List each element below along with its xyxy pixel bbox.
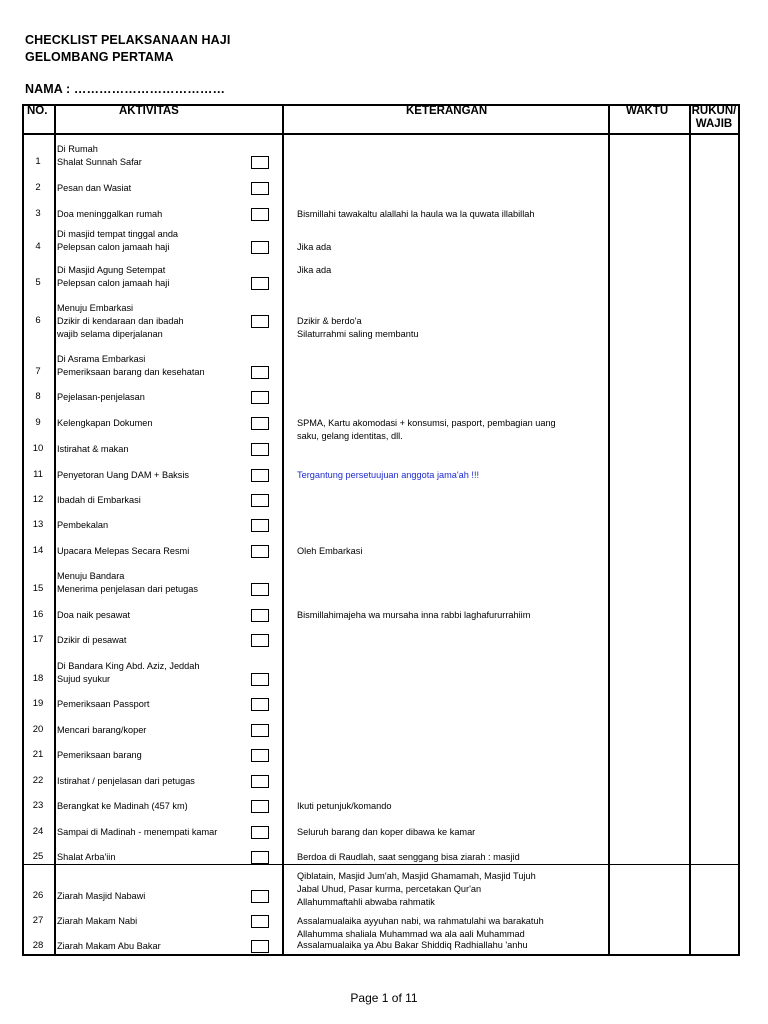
keterangan-text: Dzikir & berdo'a <box>297 316 362 326</box>
row-number: 10 <box>32 443 44 454</box>
activity-text: Pemeriksaan Passport <box>57 699 150 709</box>
keterangan-text: Tergantung persetuujuan anggota jama'ah !!! <box>297 470 480 480</box>
activity-text: Dzikir di kendaraan dan ibadah <box>57 316 184 326</box>
section-label: Di Bandara King Abd. Aziz, Jeddah <box>57 661 200 671</box>
checklist-checkbox[interactable] <box>251 851 269 864</box>
checklist-checkbox[interactable] <box>251 724 269 737</box>
row-number: 5 <box>35 277 41 288</box>
col-divider-waktu <box>689 104 691 956</box>
activity-text: wajib selama diperjalanan <box>57 329 163 339</box>
keterangan-text: Jika ada <box>297 242 332 252</box>
row-number: 3 <box>35 208 41 219</box>
row-number: 19 <box>32 698 44 709</box>
activity-text: Kelengkapan Dokumen <box>57 418 153 428</box>
section-label: Menuju Embarkasi <box>57 303 134 313</box>
row-number: 12 <box>32 494 44 505</box>
header-rukun-wajib <box>690 105 738 131</box>
checklist-checkbox[interactable] <box>251 826 269 839</box>
row-number: 18 <box>32 673 44 684</box>
activity-text: Pejelasan-penjelasan <box>57 392 145 402</box>
keterangan-text: SPMA, Kartu akomodasi + konsumsi, pasport, pembagian uang <box>297 418 556 428</box>
row-number: 22 <box>32 775 44 786</box>
checklist-checkbox[interactable] <box>251 915 269 928</box>
row-number: 13 <box>32 519 44 530</box>
checklist-checkbox[interactable] <box>251 494 269 507</box>
row-number: 16 <box>32 609 44 620</box>
checklist-checkbox[interactable] <box>251 182 269 195</box>
col-divider-keterangan <box>608 104 610 956</box>
activity-text: Pemeriksaan barang dan kesehatan <box>57 367 205 377</box>
header-keterangan: KETERANGAN <box>406 105 488 117</box>
checklist-checkbox[interactable] <box>251 519 269 532</box>
header-aktivitas: AKTIVITAS <box>119 105 179 117</box>
checklist-checkbox[interactable] <box>251 800 269 813</box>
activity-text: Sujud syukur <box>57 674 111 684</box>
section-label: Di masjid tempat tinggal anda <box>57 229 179 239</box>
keterangan-text: Bismillahi tawakaltu alallahi la haula wa la quwata illabillah <box>297 209 535 219</box>
row-number: 24 <box>32 826 44 837</box>
checklist-checkbox[interactable] <box>251 890 269 903</box>
checklist-table <box>22 104 740 956</box>
activity-text: Doa meninggalkan rumah <box>57 209 163 219</box>
activity-text: Sampai di Madinah - menempati kamar <box>57 827 218 837</box>
keterangan-text: Allahummaftahli abwaba rahmatik <box>297 897 435 907</box>
checklist-checkbox[interactable] <box>251 156 269 169</box>
row-number: 8 <box>35 391 41 402</box>
activity-text: Pelepsan calon jamaah haji <box>57 242 170 252</box>
row-number: 15 <box>32 583 44 594</box>
row-number: 4 <box>35 241 41 252</box>
row-number: 28 <box>32 940 44 951</box>
activity-text: Shalat Sunnah Safar <box>57 157 142 167</box>
keterangan-text: Bismillahimajeha wa mursaha inna rabbi laghafururrahiim <box>297 610 531 620</box>
row-number: 26 <box>32 890 44 901</box>
checklist-checkbox[interactable] <box>251 749 269 762</box>
checklist-checkbox[interactable] <box>251 469 269 482</box>
activity-text: Doa naik pesawat <box>57 610 131 620</box>
activity-text: Dzikir di pesawat <box>57 635 127 645</box>
header-no: NO. <box>27 105 48 117</box>
keterangan-text: Seluruh barang dan koper dibawa ke kamar <box>297 827 476 837</box>
table-border-bottom <box>22 954 740 956</box>
row-number: 11 <box>33 469 43 480</box>
checklist-checkbox[interactable] <box>251 366 269 379</box>
row-number: 1 <box>35 156 41 167</box>
checklist-checkbox[interactable] <box>251 417 269 430</box>
col-divider-aktivitas <box>282 104 284 956</box>
activity-text: Pesan dan Wasiat <box>57 183 132 193</box>
activity-text: Pemeriksaan barang <box>57 750 142 760</box>
header-wajib: WAJIB <box>695 118 733 130</box>
section-label: Menuju Bandara <box>57 571 125 581</box>
checklist-checkbox[interactable] <box>251 775 269 788</box>
row-number: 27 <box>32 915 44 926</box>
checklist-checkbox[interactable] <box>251 208 269 221</box>
row-number: 17 <box>32 634 44 645</box>
keterangan-text: Berdoa di Raudlah, saat senggang bisa ziarah : masjid <box>297 852 520 862</box>
checklist-checkbox[interactable] <box>251 583 269 596</box>
row-number: 9 <box>35 417 41 428</box>
row-divider <box>22 864 740 865</box>
activity-text: Istirahat / penjelasan dari petugas <box>57 776 195 786</box>
checklist-checkbox[interactable] <box>251 940 269 953</box>
row-number: 6 <box>35 315 41 326</box>
checklist-checkbox[interactable] <box>251 315 269 328</box>
activity-text: Ziarah Masjid Nabawi <box>57 891 146 901</box>
header-waktu: WAKTU <box>626 105 669 117</box>
row-number: 2 <box>35 182 41 193</box>
row-number: 25 <box>32 851 44 862</box>
page-footer: Page 1 of 11 <box>350 991 418 1005</box>
checklist-checkbox[interactable] <box>251 545 269 558</box>
section-label: Di Asrama Embarkasi <box>57 354 146 364</box>
col-divider-no <box>54 104 56 956</box>
table-border-right <box>738 104 740 956</box>
row-number: 7 <box>35 366 41 377</box>
section-label: Di Masjid Agung Setempat <box>57 265 166 275</box>
keterangan-text: Jabal Uhud, Pasar kurma, percetakan Qur'an <box>297 884 482 894</box>
activity-text: Shalat Arba'iin <box>57 852 116 862</box>
keterangan-text: saku, gelang identitas, dll. <box>297 431 403 441</box>
row-number: 14 <box>32 545 44 556</box>
keterangan-text: Assalamualaika ayyuhan nabi, wa rahmatulahi wa barakatuh <box>297 916 544 926</box>
keterangan-text: Silaturrahmi saling membantu <box>297 329 419 339</box>
activity-text: Berangkat ke Madinah (457 km) <box>57 801 188 811</box>
activity-text: Ibadah di Embarkasi <box>57 495 141 505</box>
activity-text: Pembekalan <box>57 520 109 530</box>
keterangan-text: Ikuti petunjuk/komando <box>297 801 392 811</box>
activity-text: Pelepsan calon jamaah haji <box>57 278 170 288</box>
row-number: 21 <box>32 749 44 760</box>
row-number: 23 <box>32 800 44 811</box>
checklist-checkbox[interactable] <box>251 698 269 711</box>
activity-text: Menerima penjelasan dari petugas <box>57 584 198 594</box>
activity-text: Ziarah Makam Nabi <box>57 916 138 926</box>
checklist-checkbox[interactable] <box>251 634 269 647</box>
activity-text: Penyetoran Uang DAM + Baksis <box>57 470 190 480</box>
activity-text: Upacara Melepas Secara Resmi <box>57 546 190 556</box>
row-number: 20 <box>32 724 44 735</box>
keterangan-text: Oleh Embarkasi <box>297 546 363 556</box>
checklist-checkbox[interactable] <box>251 277 269 290</box>
checklist-checkbox[interactable] <box>251 609 269 622</box>
keterangan-text: Allahumma shaliala Muhammad wa ala aali Muhammad <box>297 929 525 939</box>
activity-text: Mencari barang/koper <box>57 725 147 735</box>
title-line-2: GELOMBANG PERTAMA <box>25 50 174 64</box>
checklist-checkbox[interactable] <box>251 673 269 686</box>
nama-label: NAMA : ……………………………… <box>25 82 226 96</box>
header-divider <box>22 133 740 135</box>
checklist-checkbox[interactable] <box>251 391 269 404</box>
section-label: Di Rumah <box>57 144 98 154</box>
activity-text: Istirahat & makan <box>57 444 129 454</box>
keterangan-text: Jika ada <box>297 265 332 275</box>
checklist-checkbox[interactable] <box>251 443 269 456</box>
header-rukun: RUKUN/ <box>691 105 737 117</box>
keterangan-text: Qiblatain, Masjid Jum'ah, Masjid Ghamamah, Masjid Tujuh <box>297 871 536 881</box>
keterangan-text: Assalamualaika ya Abu Bakar Shiddiq Radhiallahu 'anhu <box>297 940 528 950</box>
activity-text: Ziarah Makam Abu Bakar <box>57 941 161 951</box>
checklist-checkbox[interactable] <box>251 241 269 254</box>
title-line-1: CHECKLIST PELAKSANAAN HAJI <box>25 33 231 47</box>
